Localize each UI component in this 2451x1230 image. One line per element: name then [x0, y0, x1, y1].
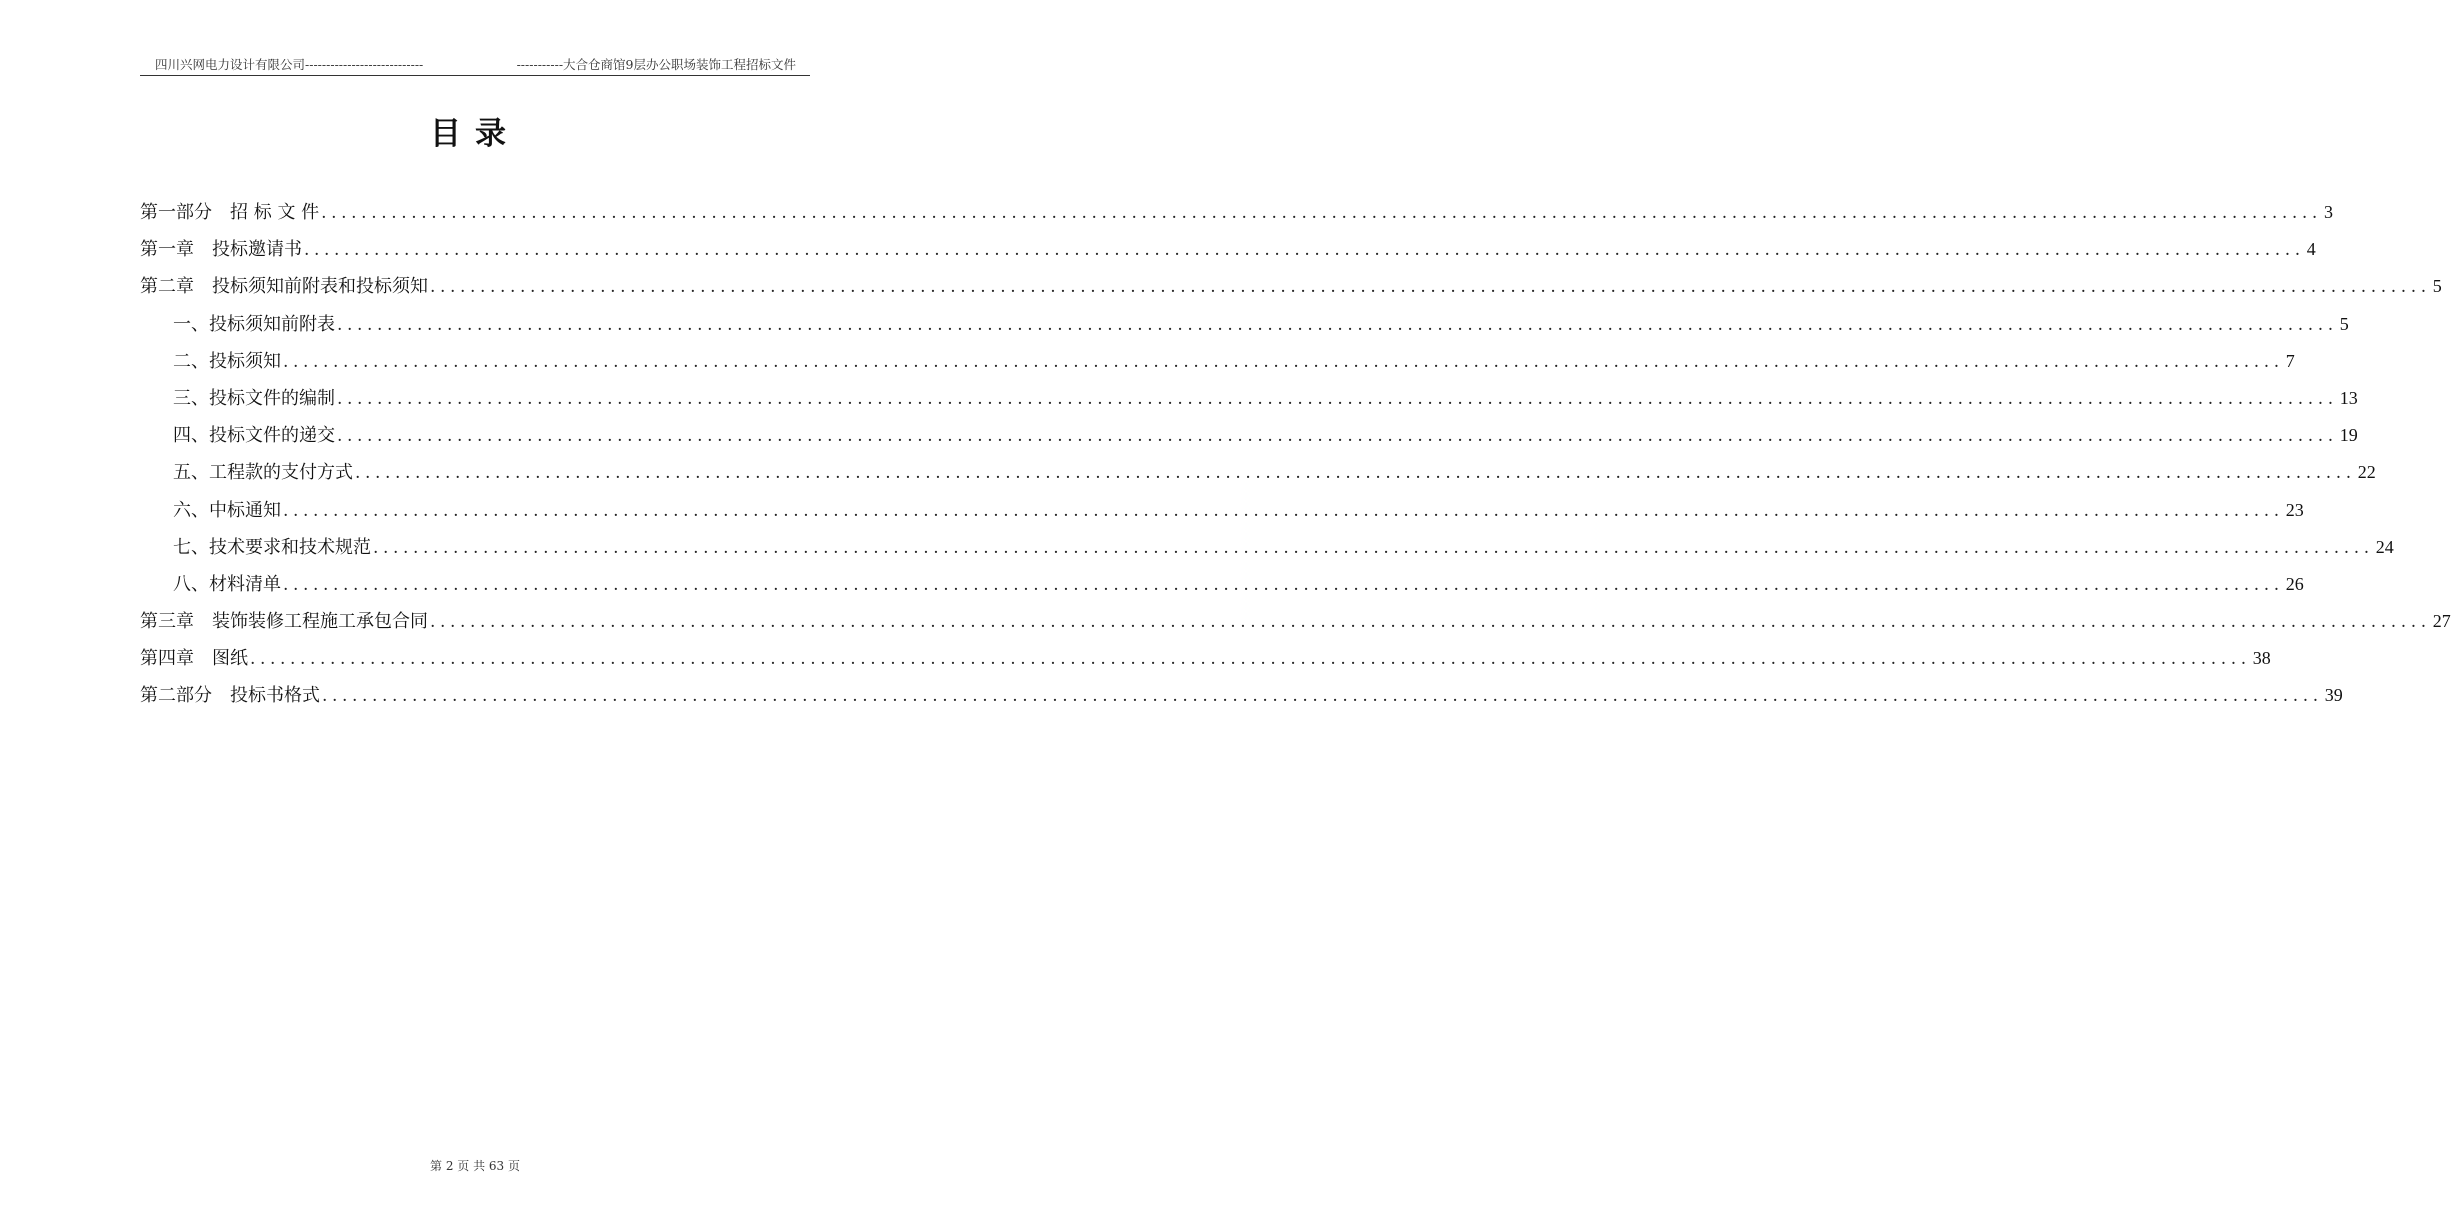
toc-leader-dots: ........................................................................................................................................................................................................	[283, 351, 2284, 372]
toc-leader-dots: ........................................................................................................................................................................................................	[430, 277, 2431, 298]
toc-entry[interactable]	[140, 268, 2442, 305]
toc-entry[interactable]	[140, 194, 2333, 231]
toc-entry[interactable]	[140, 306, 2349, 343]
toc-entry-page: 7	[2285, 350, 2295, 371]
table-of-contents	[140, 194, 2451, 715]
toc-entry-text: 第二部分 投标书格式	[140, 685, 320, 707]
toc-entry[interactable]	[140, 231, 2316, 268]
toc-entry-page: 26	[2285, 573, 2304, 594]
toc-leader-dots: ........................................................................................................................................................................................................	[337, 314, 2338, 335]
toc-leader-dots: ........................................................................................................................................................................................................	[373, 537, 2374, 558]
toc-entry-page: 38	[2252, 648, 2271, 669]
toc-leader-dots: ........................................................................................................................................................................................................	[337, 388, 2338, 409]
toc-leader-dots: ........................................................................................................................................................................................................	[355, 463, 2356, 484]
toc-entry-text: 第二章 投标须知前附表和投标须知	[140, 276, 428, 298]
toc-entry[interactable]	[140, 343, 2295, 380]
toc-leader-dots: ........................................................................................................................................................................................................	[430, 612, 2431, 633]
toc-entry[interactable]	[140, 566, 2304, 603]
toc-entry-text: 第四章 图纸	[140, 648, 248, 670]
toc-entry-text: 三、投标文件的编制	[173, 387, 335, 409]
toc-entry[interactable]	[140, 380, 2358, 417]
toc-entry-page: 24	[2375, 536, 2394, 557]
toc-entry-page: 19	[2339, 425, 2358, 446]
toc-entry-text: 一、投标须知前附表	[173, 313, 335, 335]
header-company: 四川兴网电力设计有限公司----------------------------	[155, 57, 424, 72]
toc-leader-dots: ........................................................................................................................................................................................................	[304, 240, 2305, 261]
toc-entry[interactable]	[140, 640, 2271, 677]
toc-entry-page: 27	[2432, 611, 2451, 632]
toc-entry-text: 第一部分 招 标 文 件	[140, 202, 320, 223]
toc-leader-dots: ........................................................................................................................................................................................................	[283, 500, 2284, 521]
toc-leader-dots: ........................................................................................................................................................................................................	[283, 574, 2284, 595]
page-header	[140, 57, 810, 76]
toc-entry-text: 第三章 装饰装修工程施工承包合同	[140, 611, 428, 633]
toc-entry[interactable]	[140, 454, 2376, 491]
toc-entry-text: 六、中标通知	[173, 499, 281, 521]
toc-entry[interactable]	[140, 603, 2451, 640]
toc-entry-text: 七、技术要求和技术规范	[173, 536, 371, 558]
toc-entry[interactable]	[140, 492, 2304, 529]
toc-entry-text: 第一章 投标邀请书	[140, 239, 302, 261]
page-footer: 第 2 页 共 63 页	[430, 1159, 520, 1173]
toc-leader-dots: ........................................................................................................................................................................................................	[250, 649, 2251, 670]
toc-entry-text: 八、材料清单	[173, 573, 281, 595]
toc-entry-text: 四、投标文件的递交	[173, 425, 335, 447]
toc-entry[interactable]	[140, 677, 2343, 714]
toc-entry-text: 五、工程款的支付方式	[173, 462, 353, 484]
toc-entry-page: 4	[2306, 239, 2316, 260]
toc-entry[interactable]	[140, 417, 2358, 454]
toc-entry-page: 5	[2432, 276, 2442, 297]
toc-entry-page: 39	[2324, 685, 2343, 706]
toc-entry-page: 5	[2339, 313, 2349, 334]
toc-entry-page: 3	[2323, 202, 2333, 222]
toc-entry-page: 22	[2357, 462, 2376, 483]
toc-leader-dots: ........................................................................................................................................................................................................	[321, 203, 2322, 223]
toc-entry-text: 二、投标须知	[173, 350, 281, 372]
toc-entry-page: 13	[2339, 387, 2358, 408]
toc-title: 目录	[430, 116, 520, 152]
toc-leader-dots: ........................................................................................................................................................................................................	[337, 426, 2338, 447]
toc-entry[interactable]	[140, 529, 2394, 566]
header-document-title: -----------大合仓商馆9层办公职场装饰工程招标文件	[516, 57, 796, 72]
toc-entry-page: 23	[2285, 499, 2304, 520]
toc-leader-dots: ........................................................................................................................................................................................................	[322, 686, 2323, 707]
